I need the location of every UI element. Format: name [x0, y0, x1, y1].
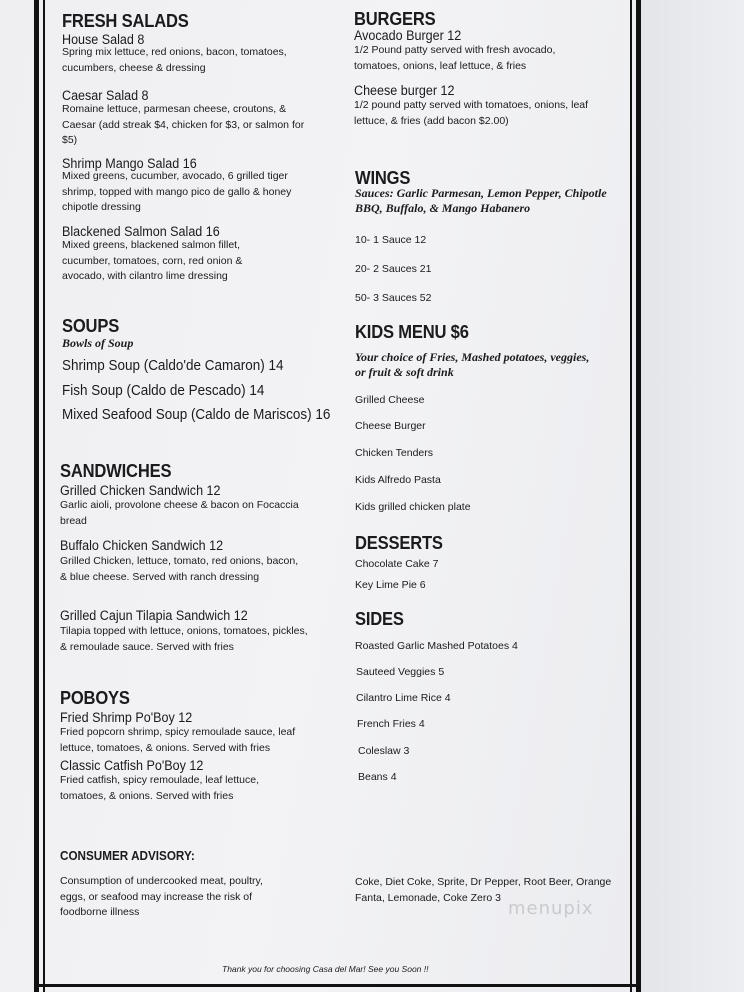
menu-item-name: Blackened Salmon Salad 16: [62, 224, 220, 239]
menu-item-name: Caesar Salad 8: [62, 88, 149, 103]
soups-subheading: Bowls of Soup: [62, 336, 134, 350]
side-item: French Fries 4: [357, 718, 425, 730]
menu-item-desc: Spring mix lettuce, red onions, bacon, tomatoes, cucumbers, cheese & dressing: [62, 46, 287, 74]
side-item: Sauteed Veggies 5: [356, 666, 445, 678]
menu-item-name: Grilled Cajun Tilapia Sandwich 12: [60, 608, 248, 623]
side-item: Cilantro Lime Rice 4: [356, 692, 451, 704]
wings-option: 10- 1 Sauce 12: [355, 234, 427, 246]
sides-heading: SIDES: [355, 609, 404, 629]
advisory-text: Consumption of undercooked meat, poultry, eggs, or seafood may increase the risk of foodborne illness: [60, 875, 263, 918]
kids-heading: KIDS MENU $6: [355, 322, 469, 342]
side-item: Beans 4: [358, 771, 397, 783]
salads-heading: FRESH SALADS: [62, 11, 189, 31]
menu-item-desc: Tilapia topped with lettuce, onions, tomatoes, pickles, & remoulade sauce. Served with fries: [60, 625, 308, 653]
kids-item: Grilled Cheese: [355, 394, 425, 406]
sandwiches-heading: SANDWICHES: [60, 461, 172, 481]
drinks-list: Coke, Diet Coke, Sprite, Dr Pepper, Root Beer, Orange Fanta, Lemonade, Coke Zero 3: [355, 876, 612, 904]
side-item: Coleslaw 3: [358, 745, 410, 757]
menu-item-desc: Grilled Chicken, lettuce, tomato, red onions, bacon, & blue cheese. Served with ranch dressing: [60, 555, 299, 583]
soup-item: Mixed Seafood Soup (Caldo de Mariscos) 16: [62, 407, 331, 423]
soups-heading: SOUPS: [62, 316, 120, 336]
wings-option: 20- 2 Sauces 21: [355, 263, 432, 275]
frame-border-right-outer: [636, 0, 641, 992]
frame-border-right-inner: [630, 0, 632, 992]
wings-option: 50- 3 Sauces 52: [355, 292, 432, 304]
watermark-logo: menupix: [508, 898, 594, 919]
menu-item-name: Avocado Burger 12: [354, 28, 462, 43]
frame-border-bottom: [34, 984, 641, 987]
menu-item-name: Shrimp Mango Salad 16: [62, 156, 197, 171]
soup-item: Fish Soup (Caldo de Pescado) 14: [62, 383, 265, 399]
menu-item-desc: Fried catfish, spicy remoulade, leaf lettuce, tomatoes, & onions. Served with fries: [60, 774, 260, 802]
wings-sauces: Sauces: Garlic Parmesan, Lemon Pepper, Chipotle BBQ, Buffalo, & Mango Habanero: [355, 186, 607, 215]
poboys-heading: POBOYS: [60, 688, 130, 708]
burgers-heading: BURGERS: [354, 9, 436, 29]
desserts-heading: DESSERTS: [355, 533, 443, 553]
menu-item-name: Fried Shrimp Po'Boy 12: [60, 710, 193, 725]
frame-border-left-outer: [34, 0, 39, 992]
menu-item-name: Cheese burger 12: [354, 83, 455, 98]
kids-item: Kids grilled chicken plate: [355, 501, 471, 513]
dessert-item: Key Lime Pie 6: [355, 579, 426, 591]
advisory-heading: CONSUMER ADVISORY:: [60, 848, 195, 863]
menu-item-desc: Romaine lettuce, parmesan cheese, croutons, & Caesar (add streak $4, chicken for $3, or salmon for $5): [62, 103, 305, 146]
kids-item: Cheese Burger: [355, 420, 426, 432]
frame-border-left-inner: [43, 0, 45, 992]
menu-item-name: Grilled Chicken Sandwich 12: [60, 483, 221, 498]
kids-note: Your choice of Fries, Mashed potatoes, veggies, or fruit & soft drink: [355, 350, 590, 379]
kids-item: Chicken Tenders: [355, 447, 434, 459]
soup-item: Shrimp Soup (Caldo'de Camaron) 14: [62, 358, 284, 374]
wings-heading: WINGS: [355, 168, 411, 188]
footer-note: Thank you for choosing Casa del Mar! See you Soon !!: [222, 964, 429, 974]
kids-item: Kids Alfredo Pasta: [355, 474, 441, 486]
menu-item-name: Classic Catfish Po'Boy 12: [60, 758, 204, 773]
menu-item-desc: 1/2 Pound patty served with fresh avocado, tomatoes, onions, leaf lettuce, & fries: [354, 44, 556, 72]
menu-item-name: House Salad 8: [62, 32, 145, 47]
page-margin: [641, 0, 744, 992]
menu-item-name: Buffalo Chicken Sandwich 12: [60, 538, 224, 553]
menu-item-desc: Garlic aioli, provolone cheese & bacon on Focaccia bread: [60, 499, 299, 527]
menu-item-desc: Mixed greens, cucumber, avocado, 6 grilled tiger shrimp, topped with mango pico de gallo & honey chipotle dressing: [62, 170, 292, 213]
menu-item-desc: Fried popcorn shrimp, spicy remoulade sauce, leaf lettuce, tomatoes, & onions. Served with fries: [60, 726, 296, 754]
menu-item-desc: Mixed greens, blackened salmon fillet, cucumber, tomatoes, corn, red onion & avocado, with cilantro lime dressing: [62, 239, 243, 282]
menu-item-desc: 1/2 pound patty served with tomatoes, onions, leaf lettuce, & fries (add bacon $2.00): [354, 99, 589, 127]
side-item: Roasted Garlic Mashed Potatoes 4: [355, 640, 518, 652]
dessert-item: Chocolate Cake 7: [355, 558, 439, 570]
